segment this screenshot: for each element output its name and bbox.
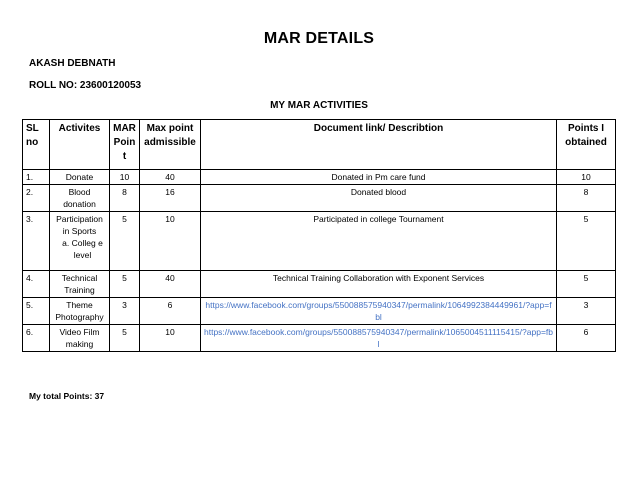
row-document: Donated blood [201,185,557,212]
row-max-point: 10 [140,212,201,271]
row-sl: 2. [23,185,50,212]
row-document: Donated in Pm care fund [201,170,557,185]
table-header-row [23,120,616,170]
row-max-point: 40 [140,271,201,298]
row-document: Participated in college Tournament [201,212,557,271]
row-document-link[interactable]: https://www.facebook.com/groups/550088575940347/permalink/1064992384449961/?app=fbl [201,298,557,325]
row-max-point: 10 [140,325,201,352]
row-obtained: 10 [557,170,616,185]
row-obtained: 6 [557,325,616,352]
row-activity-label: Participation in Sports [56,214,103,236]
row-mar-point: 5 [110,325,140,352]
header-sl-no: SL no [23,120,50,170]
section-title: MY MAR ACTIVITIES [270,100,368,111]
row-max-point: 6 [140,298,201,325]
header-points-obtained: Points I obtained [557,120,616,170]
row-sl: 5. [23,298,50,325]
table-row [23,212,616,271]
row-sl: 4. [23,271,50,298]
header-activities: Activites [50,120,110,170]
row-activity: Technical Training [50,271,110,298]
student-name: AKASH DEBNATH [29,58,116,69]
row-activity: Video Film making [50,325,110,352]
row-mar-point: 8 [110,185,140,212]
row-sl: 6. [23,325,50,352]
table-row [23,185,616,212]
header-document-link: Document link/ Describtion [201,120,557,170]
page-title: MAR DETAILS [263,30,375,47]
table-row [23,298,616,325]
header-mar-point: MAR Poin t [110,120,140,170]
row-sl: 1. [23,170,50,185]
row-obtained: 8 [557,185,616,212]
row-activity: Theme Photography [50,298,110,325]
row-activity [50,212,110,271]
row-max-point: 16 [140,185,201,212]
row-obtained: 3 [557,298,616,325]
total-points: My total Points: 37 [29,391,105,401]
row-obtained: 5 [557,212,616,271]
row-obtained: 5 [557,271,616,298]
row-mar-point: 5 [110,212,140,271]
row-mar-point: 5 [110,271,140,298]
row-document: Technical Training Collaboration with Exponent Services [201,271,557,298]
row-mar-point: 10 [110,170,140,185]
header-max-point: Max point admissible [140,120,201,170]
roll-number: ROLL NO: 23600120053 [29,80,142,91]
row-activity: Blood donation [50,185,110,212]
row-sl: 3. [23,212,50,271]
row-activity: Donate [50,170,110,185]
row-activity-sublist: a. Colleg e level [62,238,103,260]
row-max-point: 40 [140,170,201,185]
table-row [23,271,616,298]
row-document-link[interactable]: https://www.facebook.com/groups/550088575940347/permalink/1065004511115415/?app=fbl [201,325,557,352]
table-row [23,170,616,185]
mar-activities-table [22,119,616,352]
table-row [23,325,616,352]
row-mar-point: 3 [110,298,140,325]
